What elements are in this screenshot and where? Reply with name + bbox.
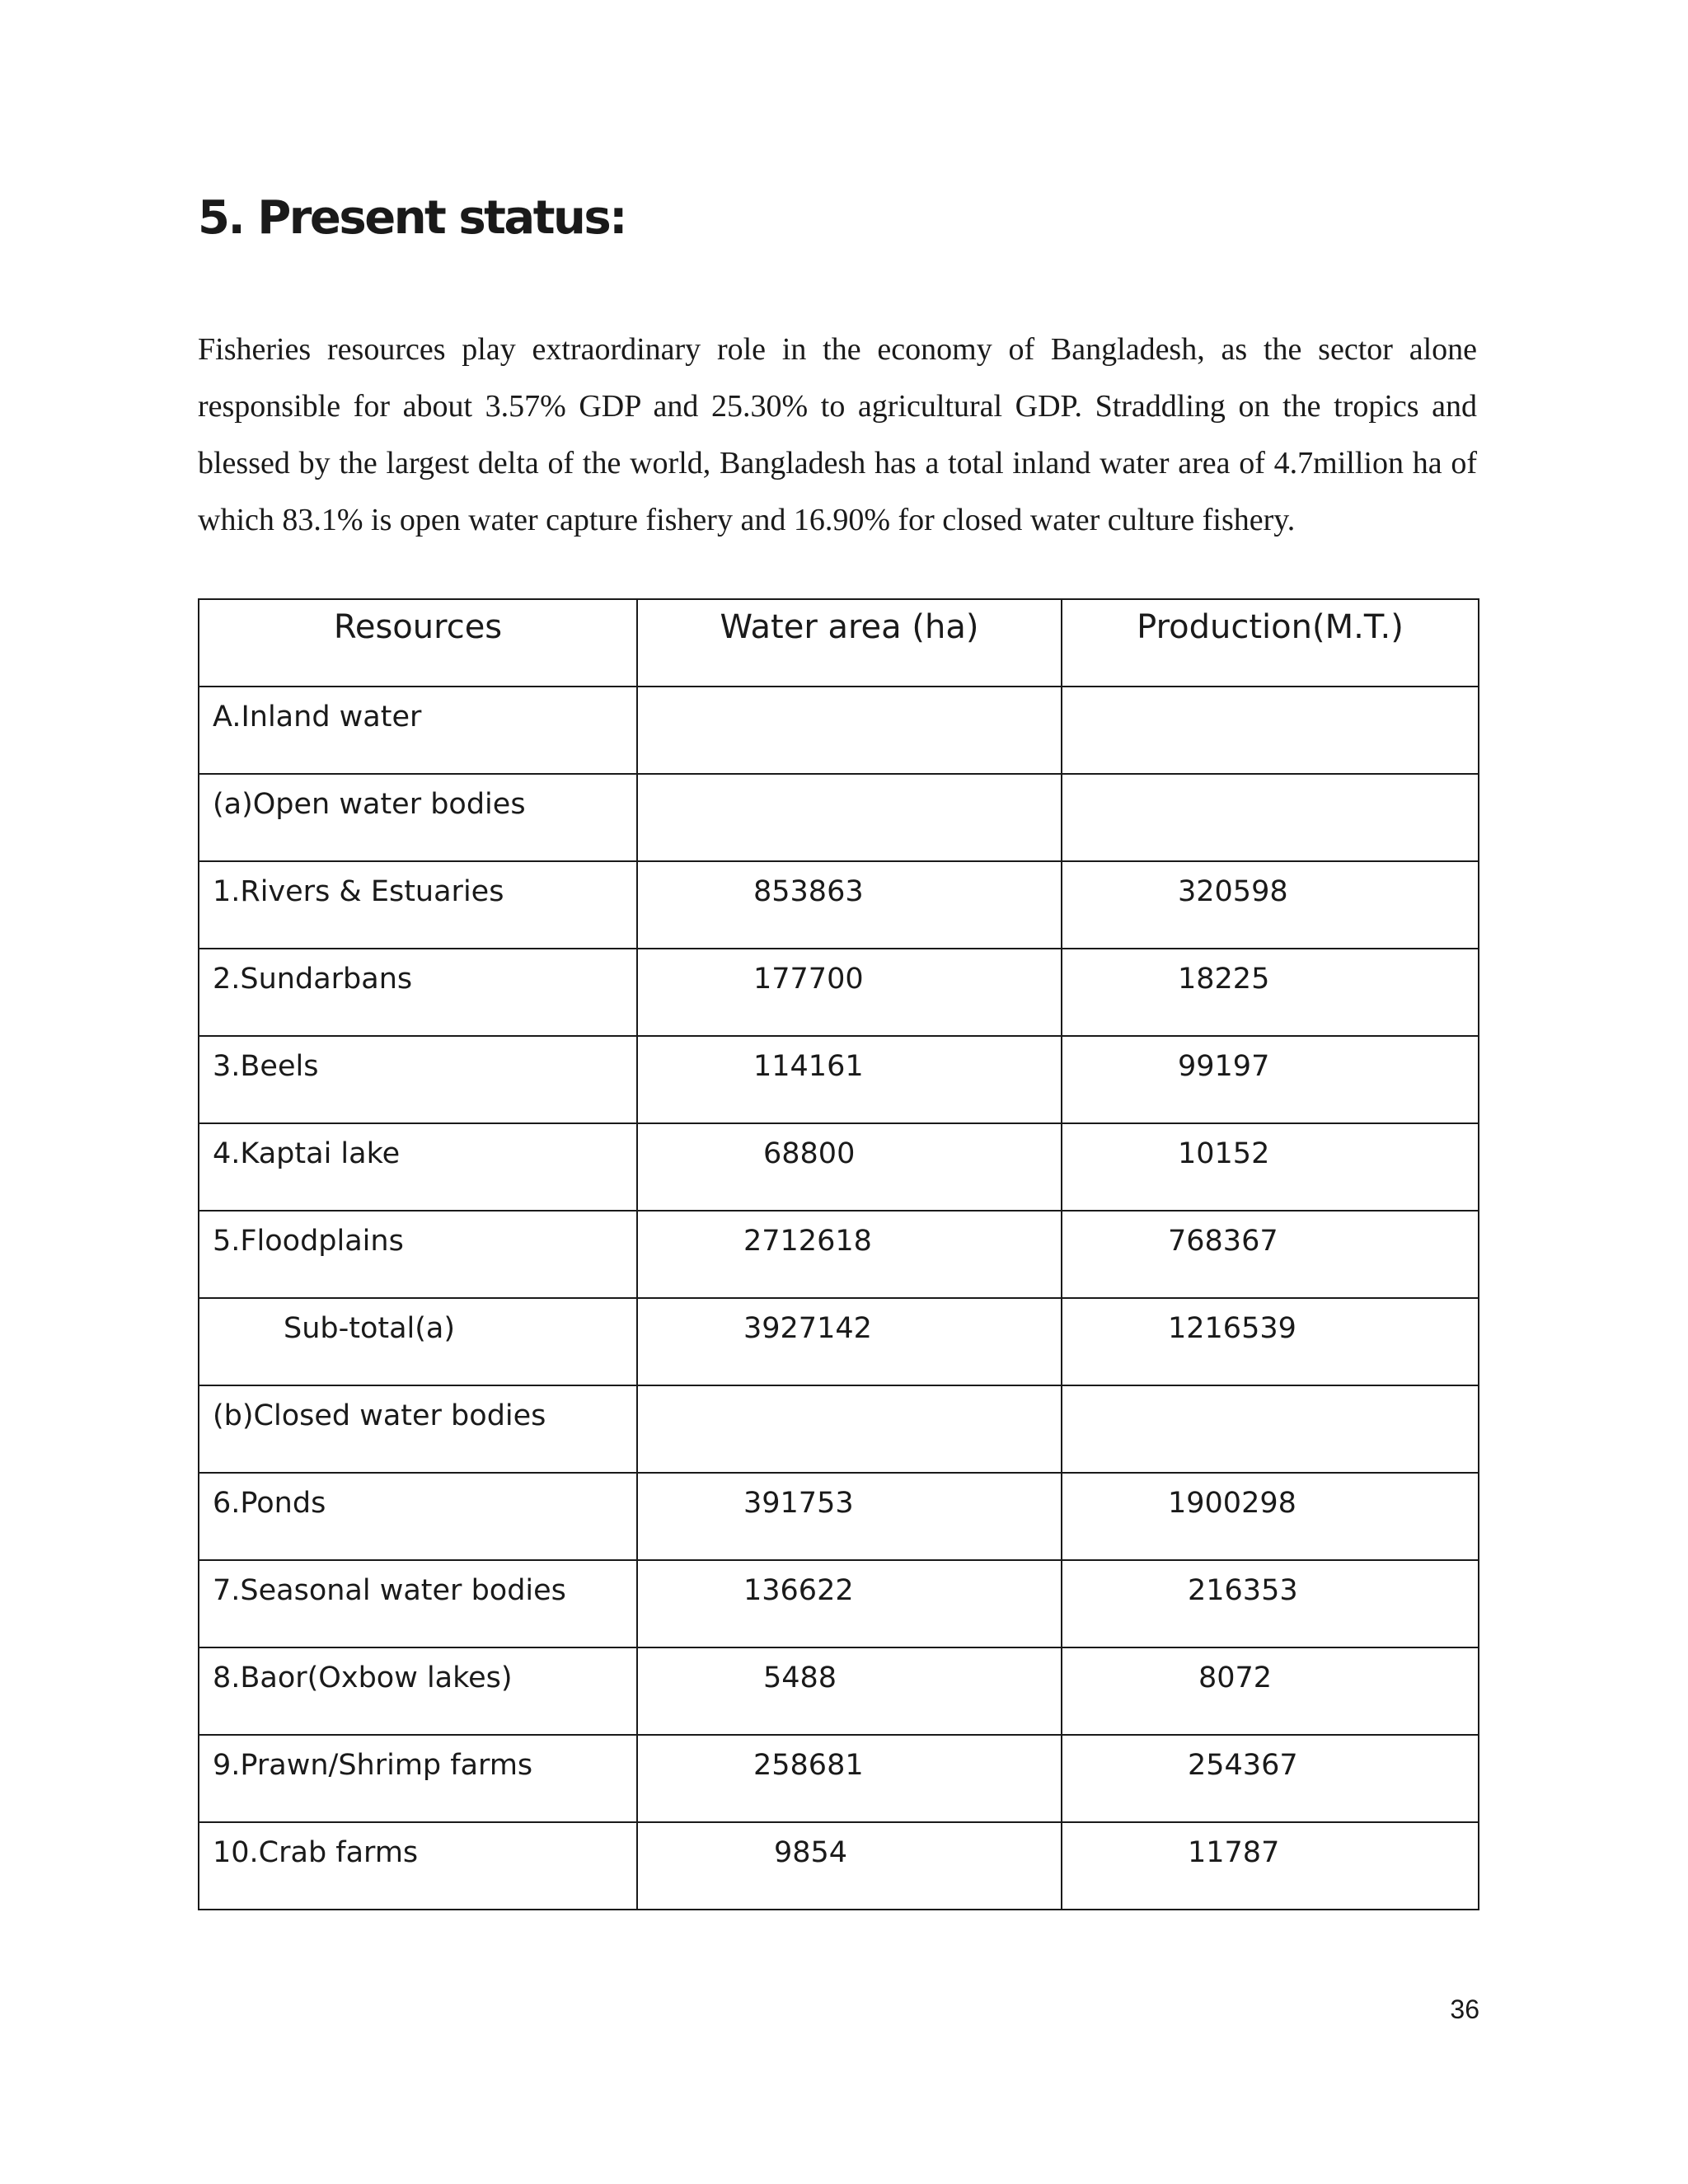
table-row: [199, 1385, 1479, 1473]
resource-cell: Sub-total(a): [199, 1298, 637, 1385]
table-row: [199, 1473, 1479, 1560]
resource-cell: 2.Sundarbans: [199, 949, 637, 1036]
production-cell: [1062, 1385, 1479, 1473]
table-header-row: [199, 599, 1479, 687]
table-row: [199, 1647, 1479, 1735]
column-header-water-area: Water area (ha): [637, 599, 1062, 687]
section-heading: 5. Present status:: [198, 191, 626, 245]
page-number: 36: [1450, 1994, 1479, 2024]
water-area-cell: 5488: [637, 1647, 1062, 1735]
resource-cell: 7.Seasonal water bodies: [199, 1560, 637, 1647]
production-cell: 768367: [1062, 1211, 1479, 1298]
water-area-cell: 9854: [637, 1822, 1062, 1910]
production-cell: 254367: [1062, 1735, 1479, 1822]
resource-cell: 9.Prawn/Shrimp farms: [199, 1735, 637, 1822]
water-area-cell: [637, 774, 1062, 861]
production-cell: 11787: [1062, 1822, 1479, 1910]
table-row: [199, 1560, 1479, 1647]
water-area-cell: 177700: [637, 949, 1062, 1036]
production-cell: 10152: [1062, 1123, 1479, 1211]
production-cell: 18225: [1062, 949, 1479, 1036]
table-row: [199, 774, 1479, 861]
resource-cell: (b)Closed water bodies: [199, 1385, 637, 1473]
production-cell: 1900298: [1062, 1473, 1479, 1560]
resource-cell: 4.Kaptai lake: [199, 1123, 637, 1211]
resource-cell: 10.Crab farms: [199, 1822, 637, 1910]
water-area-cell: [637, 687, 1062, 774]
production-cell: 320598: [1062, 861, 1479, 949]
production-cell: 216353: [1062, 1560, 1479, 1647]
table-row: [199, 861, 1479, 949]
table-row: [199, 1822, 1479, 1910]
table-row: [199, 1211, 1479, 1298]
water-area-cell: 258681: [637, 1735, 1062, 1822]
production-cell: 1216539: [1062, 1298, 1479, 1385]
table-row: [199, 1298, 1479, 1385]
table-row: [199, 949, 1479, 1036]
column-header-resources: Resources: [199, 599, 637, 687]
resource-cell: 6.Ponds: [199, 1473, 637, 1560]
resource-cell: 5.Floodplains: [199, 1211, 637, 1298]
resource-cell: A.Inland water: [199, 687, 637, 774]
water-area-cell: 136622: [637, 1560, 1062, 1647]
resource-cell: 1.Rivers & Estuaries: [199, 861, 637, 949]
production-cell: 99197: [1062, 1036, 1479, 1123]
production-cell: [1062, 687, 1479, 774]
table-row: [199, 1036, 1479, 1123]
column-header-production: Production(M.T.): [1062, 599, 1479, 687]
production-cell: 8072: [1062, 1647, 1479, 1735]
table-row: [199, 1123, 1479, 1211]
water-area-cell: 853863: [637, 861, 1062, 949]
intro-paragraph: Fisheries resources play extraordinary role in the economy of Bangladesh, as the sector alone responsible for about 3.57% GDP and 25.30% to agricultural GDP. Straddling on the tropics and blessed by the largest delta of the world, Bangladesh has a total inland water area of 4.7million ha of which 83.1% is open water capture fishery and 16.90% for closed water culture fishery.: [198, 332, 1477, 537]
table-row: [199, 1735, 1479, 1822]
water-area-cell: 2712618: [637, 1211, 1062, 1298]
water-area-cell: 68800: [637, 1123, 1062, 1211]
water-area-cell: 391753: [637, 1473, 1062, 1560]
resource-cell: 3.Beels: [199, 1036, 637, 1123]
water-area-cell: [637, 1385, 1062, 1473]
resource-cell: 8.Baor(Oxbow lakes): [199, 1647, 637, 1735]
resource-cell: (a)Open water bodies: [199, 774, 637, 861]
water-area-cell: 114161: [637, 1036, 1062, 1123]
table-row: [199, 687, 1479, 774]
fisheries-resources-table: [198, 598, 1479, 1910]
production-cell: [1062, 774, 1479, 861]
water-area-cell: 3927142: [637, 1298, 1062, 1385]
